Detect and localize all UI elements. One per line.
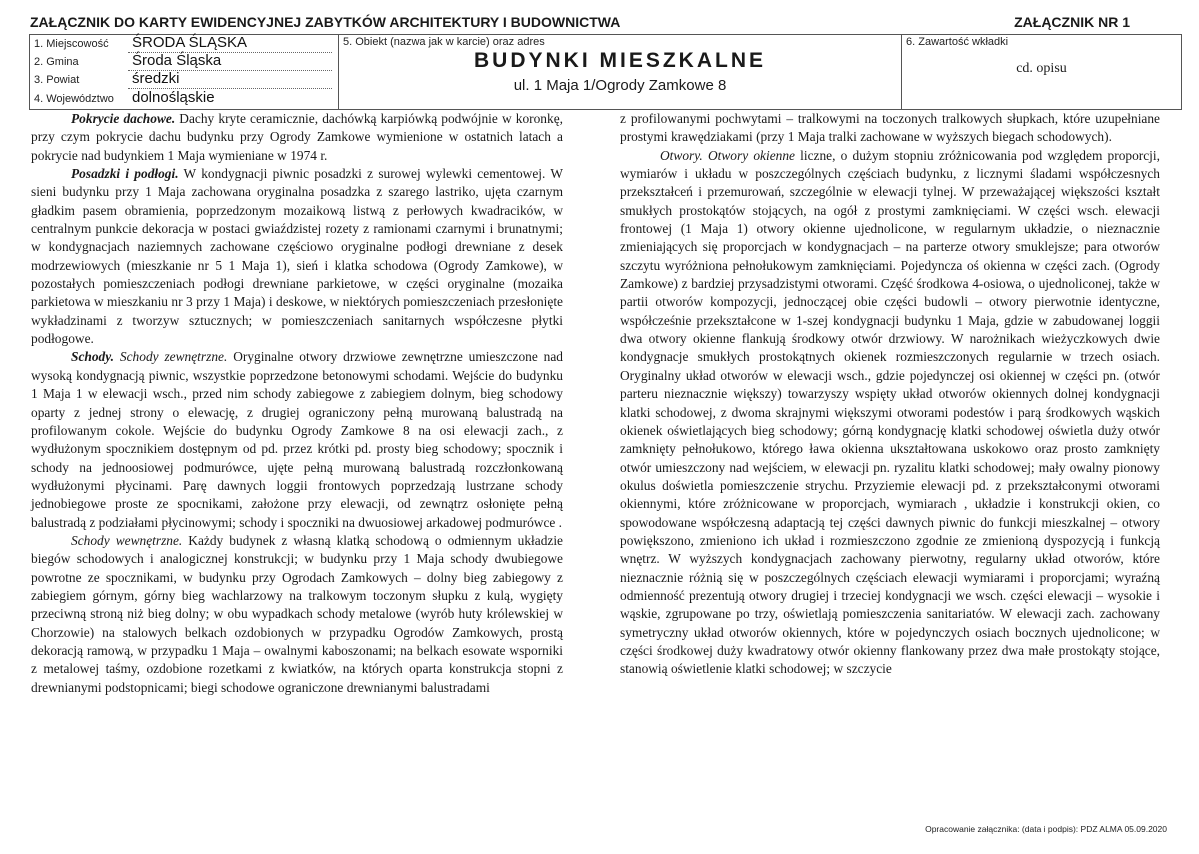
field-value: średzki — [132, 70, 180, 87]
contents-value: cd. opisu — [1016, 61, 1067, 76]
paragraph-text: Oryginalne otwory drzwiowe zewnętrzne umieszczone nad wysoką kondygnacją piwnic, wszystkie poprzedzone betonowymi schodami. Wejście do budynku 1 Maja 1 w elewacji wsch., przed nim schody zabiegowe z zabiegiem dolnym, bieg schodowy oparty z jednej strony o elewację, z drugiej ograniczony pełną murowaną balustradą na profilowanym cokole. Wejście do budynku Ogrody Zamkowe 8 na osi elewacji zach., z wydłużonym spocznikiem dostępnym od pd. przez krótki pd. prosty bieg schodowy; spocznik i schody na jednoosiowej podmurówce, ujęte pełną murowaną balustradą rozczłonkowaną wydłużonymi płycinami. Parę dawnych loggii frontowych poprzedzają lustrzane schody jednobiegowe proste ze spocnikami, założone przy elewacji, od zewnątrz osłonięte pełną balustradą z podziałami płycinowymi; schody i spoczniki na dwuosiowej arkadowej podmurówce . — [31, 349, 563, 530]
paragraph-text: Każdy budynek z własną klatką schodową o odmiennym układzie biegów schodowych i analogicznej konstrukcji; w budynku przy 1 Maja schody dwubiegowe powrotne ze spocznikami, w budynku przy Ogrodach Zamkowych – dolny bieg zabiegowy z zabiegiem górnym, górny bieg wachlarzowy na tralkowym toczonym słupku z kulą, wygięty przeciwną stroną niż bieg dolny; w obu wypadkach schody metalowe (wyrób huty królewskiej w Chorzowie) na stalowych belkach ozdobionych w przypadku Ogrodów Zamkowych, prostą dekoracją ramową, w przypadku 1 Maja – owalnymi kaboszonami; na belkach esowate wsporniki z metalowej taśmy, ozdobione rozetkami z kwiatków, na których oparta konstrukcja stopni z drewnianymi podstopnicami; biegi schodowe ograniczone drewnianymi balustradami — [31, 532, 563, 695]
field-voivodeship — [30, 90, 338, 108]
header — [30, 14, 1170, 30]
paragraph-floors — [31, 165, 563, 348]
document-title: ZAŁĄCZNIK DO KARTY EWIDENCYJNEJ ZABYTKÓW ARCHITEKTURY I BUDOWNICTWA — [30, 14, 621, 30]
paragraph-text: z profilowanymi pochwytami – tralkowymi na toczonych tralkowych słupkach, które uzupełniane prostymi krawędziakami (przy 1 Maja tralki zachowane w wyższych biegach schodowych). — [620, 111, 1160, 145]
paragraph-heading: Schody. — [71, 349, 115, 365]
object-label: 5. Obiekt (nazwa jak w karcie) oraz adres — [343, 36, 545, 48]
field-locality — [30, 35, 338, 53]
paragraph-stairs-interior — [31, 532, 563, 697]
field-value: Środa Śląska — [132, 52, 222, 69]
object-name: BUDYNKI MIESZKALNE — [473, 49, 766, 72]
paragraph-heading: Otwory. — [660, 147, 703, 163]
paragraph-text: W kondygnacji piwnic posadzki z surowej wylewki cementowej. W sieni budynku przy 1 Maja zachowana oryginalna posadzka z szarego lastriko, ujęta czarnym gładkim pasem obramienia, poprzedzonym mozaikową listwą z perłowych kwadracików, w centralnym punkcie dekoracja w postaci gwiaździstej rozety z ramionami czarnymi i brunatnymi; w kondygnacjach naziemnych zachowane częściowo oryginalne podłogi drewniane z desek modrzewiowych (mieszkanie nr 5 1 Maja 1), sień i klatka schodowa (Ogrody Zamkowe), w pozostałych pomieszczeniach podłogi drewniane parkietowe, w części oryginalne (mozaika parkietowa w mieszkaniu nr 3 przy 1 Maja) i deskowe, w niektórych pomieszczeniach przesłonięte wykładzinami z tworzyw sztucznych; w pomieszczeniach sanitarnych współczesne płytki podłogowe. — [31, 166, 563, 347]
paragraph-heading: Posadzki i podłogi. — [71, 166, 179, 182]
field-municipality — [30, 53, 338, 71]
field-value: ŚRODA ŚLĄSKA — [132, 34, 248, 51]
paragraph-subheading: Schody wewnętrzne. — [71, 532, 183, 548]
location-fields — [30, 35, 339, 109]
paragraph-text: liczne, o dużym stopniu zróżnicowania pod względem proporcji, wymiarów i układu w poszczególnych częściach budynku, z licznymi śladami współczesnych przekształceń i przemurowań, szczególnie w elewacji tylnej. W przeważającej większości kształt smukłych prostokątów stojących, na ogół z prostymi zamknięciami. W części wsch. elewacji frontowej (1 Maja 1) otwory okienne ujednolicone, w regularnym układzie, o nieznacznie zmieniających się proporcjach w kondygnacjach – na parterze otwory smuklejsze; para otworów szczytu wyróżniona pełnołukowym zamknięciami. Pojedyncza oś okienna w części zach. (Ogrody Zamkowe) z bardziej przysadzistymi otworami. Część środkowa 4-osiowa, o ujednoliconej, także w partii otworów kompozycji, jednoczącej obie części budowli – otwory pierwotnie identyczne, współcześnie przekształcone w 1-szej kondygnacji budynku 1 Maja, gdzie w zabudowanej loggii dwa otwory okienne flankują środkowy otwór drzwiowy. W narożnikach wieżyczkowych dwie kondygnacje smukłych prostokątnych okienek rozmieszczonych regularnie w trzech osiach. Oryginalny układ otworów w elewacji wsch., gdzie pojedynczej osi okiennej w części pn. (otwór parteru nieznacznie większy) towarzyszy wspięty układ otworów okiennych dolnej kondygnacji klatki schodowej, z dwoma skrajnymi większymi otworami podestów i parą środkowych wąskich okienek oświetlających bieg schodowy; górną kondygnację klatki schodowej oświetla duży otwór zamknięty pełnołukowo, którego ława okienna ukształtowana uskokowo oraz prosto zamknięty otwór umieszczony nad wejściem, w elewacji pn. ryzalitu klatki schodowej; mały owalny pionowy okulus doświetla pomieszczenie strychu. Przyziemie elewacji pd. z przekształconymi otworami okiennymi, które zróżnicowane w proporcjach, wymiarach , układzie i konstrukcji okien, co spowodowane współczesną adaptacją tej części dawnych piwnic do funkcji mieszkalnej – otwory powiększono, zmieniono ich układ i rozmieszczono zgodnie ze zmienioną dyspozycją i funkcją wnętrz. W wyższych kondygnacjach zachowany pierwotny, regularny układ otworów, które nieznacznie różnią się w poszczególnych częściach elewacji wymiarami i proporcjami; wyraźną odmienność prezentują otwory drugiej i trzeciej kondygnacji we wsch. części elewacji – wysokie i wąskie, zgrupowane po trzy, oświetlają pomieszczenia sanitariatów. W elewacji zach. zachowany symetryczny układ otworów okiennych, które w pojedynczych osiach bocznych ujednolicone; w części środkowej duży kwadratowy otwór okienny flankowany przez dwa małe prostokąty stojące, stanowią oświetlenie klatki schodowej; w szczycie — [620, 147, 1160, 677]
field-label: 4. Województwo — [34, 93, 114, 105]
paragraph-stairs-exterior — [31, 348, 563, 531]
paragraph-heading: Pokrycie dachowe. — [71, 111, 176, 126]
field-value: dolnośląskie — [132, 89, 215, 106]
paragraph-subheading: Otwory okienne — [702, 147, 795, 163]
field-label: 1. Miejscowość — [34, 38, 109, 50]
contents-cell — [902, 35, 1181, 109]
field-county — [30, 71, 338, 89]
footer-note: Opracowanie załącznika: (data i podpis): PDZ ALMA 05.09.2020 — [925, 824, 1167, 834]
paragraph-roofing — [31, 110, 563, 165]
paragraph-stairs-continued — [620, 110, 1160, 147]
contents-label: 6. Zawartość wkładki — [906, 36, 1009, 48]
object-address: ul. 1 Maja 1/Ogrody Zamkowe 8 — [513, 77, 727, 94]
paragraph-openings — [620, 147, 1160, 679]
right-text-column — [620, 110, 1160, 679]
object-cell — [339, 35, 902, 109]
annex-number: ZAŁĄCZNIK NR 1 — [1014, 14, 1130, 30]
paragraph-text: Dachy kryte ceramicznie, dachówką karpiówką podwójnie w koronkę, przy czym pokrycie dachu budynku przy Ogrody Zamkowe wymienione w ostatnich latach a pokrycie nad budynkiem 1 Maja wymieniane w 1974 r. — [31, 111, 563, 163]
field-label: 3. Powiat — [34, 74, 80, 86]
field-label: 2. Gmina — [34, 56, 79, 68]
paragraph-subheading: Schody zewnętrzne. — [114, 349, 228, 365]
identification-table — [29, 34, 1182, 110]
left-text-column — [31, 110, 563, 697]
